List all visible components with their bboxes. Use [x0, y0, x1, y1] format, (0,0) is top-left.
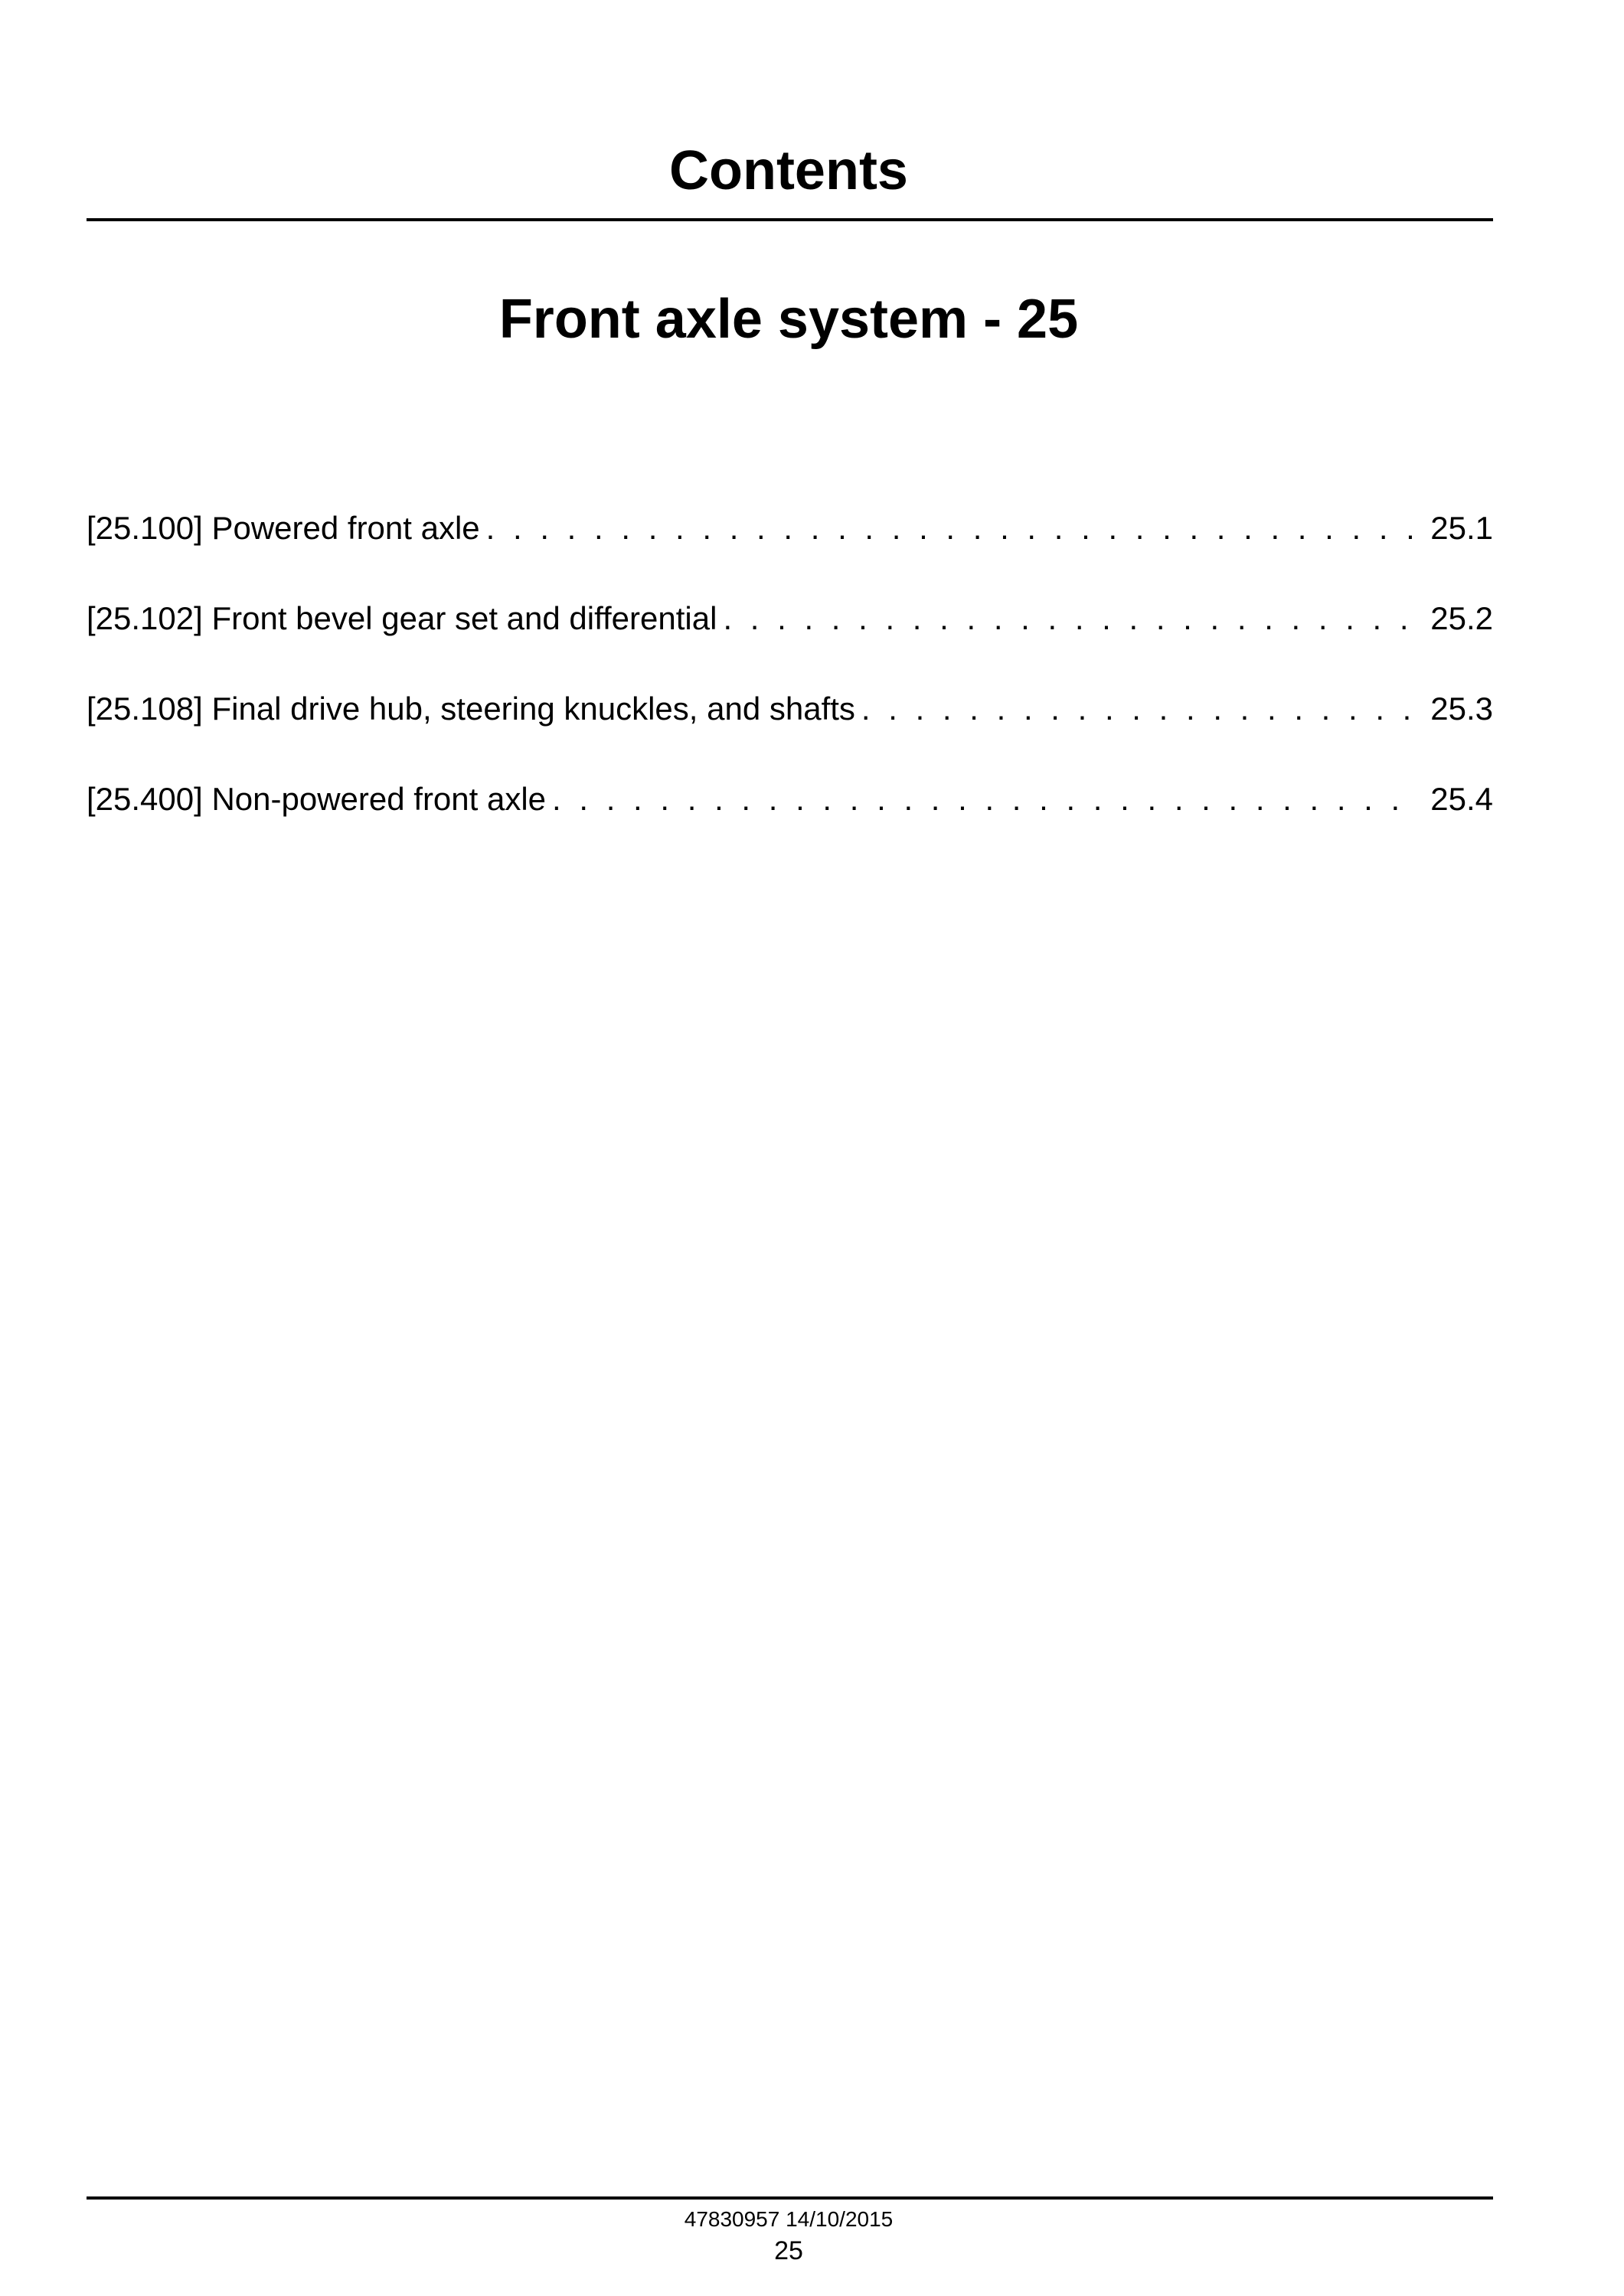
header-divider — [87, 218, 1493, 221]
toc-entry-page: 25.2 — [1430, 600, 1493, 636]
table-of-contents — [87, 501, 1493, 863]
section-title: Front axle system - 25 — [498, 289, 1079, 350]
page-heading: Contents — [669, 140, 908, 201]
footer-document-info: 47830957 14/10/2015 — [684, 2207, 894, 2231]
toc-dot-leader — [723, 592, 1420, 645]
toc-entry-25-102[interactable] — [87, 592, 1493, 682]
toc-entry-page: 25.1 — [1430, 510, 1493, 546]
toc-dot-leader — [486, 501, 1420, 555]
toc-dot-leader — [552, 772, 1420, 826]
toc-entry-label: [25.100] Powered front axle — [87, 510, 480, 546]
toc-entry-page: 25.3 — [1430, 691, 1493, 727]
toc-entry-page: 25.4 — [1430, 781, 1493, 817]
toc-dot-leader — [861, 682, 1420, 736]
toc-entry-label: [25.400] Non-powered front axle — [87, 781, 547, 817]
footer-page-number: 25 — [774, 2236, 803, 2265]
footer-divider — [87, 2196, 1493, 2200]
toc-entry-25-100[interactable] — [87, 501, 1493, 592]
toc-entry-25-400[interactable] — [87, 772, 1493, 863]
toc-entry-label: [25.102] Front bevel gear set and differential — [87, 600, 717, 636]
toc-entry-25-108[interactable] — [87, 682, 1493, 772]
toc-entry-label: [25.108] Final drive hub, steering knuckles, and shafts — [87, 691, 855, 727]
